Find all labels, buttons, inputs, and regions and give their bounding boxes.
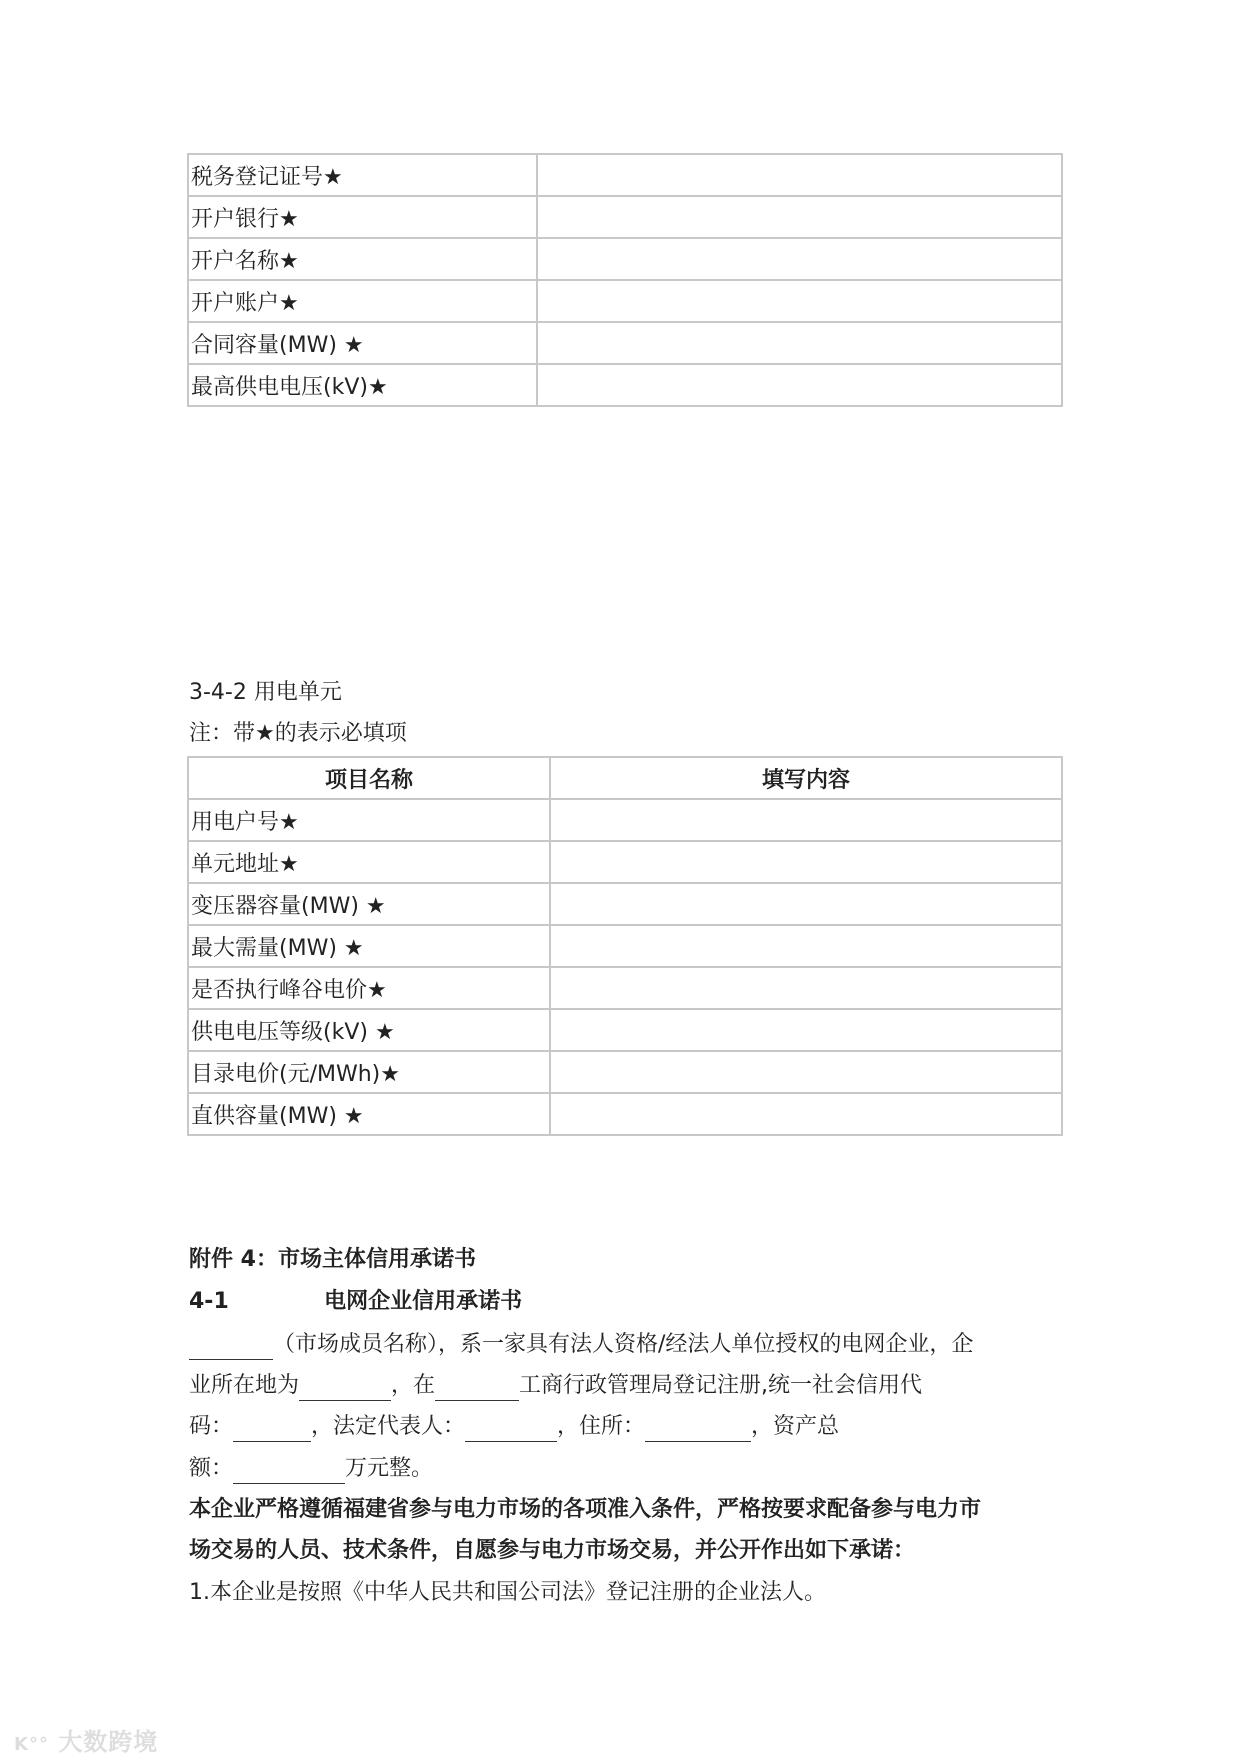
blank-location[interactable] [299,1376,391,1401]
field-label: 变压器容量(MW) ★ [188,883,550,925]
text: （市场成员名称），系一家具有法人资格/经法人单位授权的电网企业，企 [273,1332,974,1357]
table-row [188,280,1062,322]
power-unit-table [187,756,1063,1136]
paragraph-line [189,1454,433,1484]
field-label: 用电户号★ [188,799,550,841]
watermark-text: 大数跨境 [58,1728,159,1756]
field-value[interactable] [537,322,1062,364]
field-value[interactable] [550,1093,1062,1135]
section-title: 3-4-2 用电单元 [189,680,342,705]
commitment-item: 1.本企业是按照《中华人民共和国公司法》登记注册的企业法人。 [189,1580,826,1605]
field-value[interactable] [537,238,1062,280]
table-row [188,841,1062,883]
subsection-heading [189,1287,522,1317]
watermark-logo: K°° 大数跨境 [14,1728,159,1756]
table-row [188,967,1062,1009]
field-value[interactable] [550,1051,1062,1093]
table-row [188,799,1062,841]
field-label: 目录电价(元/MWh)★ [188,1051,550,1093]
field-label: 合同容量(MW) ★ [188,322,537,364]
column-header-content: 填写内容 [550,757,1062,799]
paragraph-line [189,1371,922,1401]
blank-total-assets[interactable] [233,1459,345,1484]
field-label: 供电电压等级(kV) ★ [188,1009,550,1051]
field-value[interactable] [537,280,1062,322]
text: 码： [189,1414,234,1439]
field-label: 开户名称★ [188,238,537,280]
text: ，在 [391,1373,436,1398]
commitment-statement: 本企业严格遵循福建省参与电力市场的各项准入条件，严格按要求配备参与电力市 [189,1497,982,1522]
info-table [187,153,1063,407]
field-value[interactable] [550,883,1062,925]
text: ，资产总 [751,1414,840,1439]
section-note: 注：带★的表示必填项 [189,721,407,746]
table-row [188,154,1062,196]
field-value[interactable] [550,1009,1062,1051]
text: ，住所： [557,1414,646,1439]
commitment-statement: 场交易的人员、技术条件，自愿参与电力市场交易，并公开作出如下承诺： [189,1538,916,1563]
table-row [188,322,1062,364]
paragraph-line [189,1412,839,1442]
table-row [188,1051,1062,1093]
field-value[interactable] [537,364,1062,406]
text: 万元整。 [345,1456,434,1481]
text: 业所在地为 [189,1373,300,1398]
column-header-item: 项目名称 [188,757,550,799]
field-label: 是否执行峰谷电价★ [188,967,550,1009]
field-value[interactable] [550,799,1062,841]
paragraph-line [189,1330,973,1360]
text: 工商行政管理局登记注册,统一社会信用代 [519,1373,923,1398]
blank-registry[interactable] [435,1376,519,1401]
blank-credit-code[interactable] [233,1417,311,1442]
field-label: 最高供电电压(kV)★ [188,364,537,406]
field-value[interactable] [550,925,1062,967]
table-row [188,925,1062,967]
text: ，法定代表人： [311,1414,466,1439]
field-label: 最大需量(MW) ★ [188,925,550,967]
text: 额： [189,1456,234,1481]
field-value[interactable] [550,841,1062,883]
blank-member-name[interactable] [189,1335,273,1360]
table-row [188,1093,1062,1135]
table-row [188,364,1062,406]
attachment-title: 附件 4：市场主体信用承诺书 [189,1247,476,1272]
subsection-title: 电网企业信用承诺书 [324,1289,523,1314]
field-label: 单元地址★ [188,841,550,883]
table-header-row [188,757,1062,799]
field-label: 开户银行★ [188,196,537,238]
field-value[interactable] [537,154,1062,196]
blank-legal-rep[interactable] [465,1417,557,1442]
field-label: 直供容量(MW) ★ [188,1093,550,1135]
field-value[interactable] [550,967,1062,1009]
field-value[interactable] [537,196,1062,238]
table-row [188,196,1062,238]
table-row [188,238,1062,280]
subsection-number: 4-1 [189,1289,229,1314]
table-row [188,883,1062,925]
field-label: 开户账户★ [188,280,537,322]
blank-address[interactable] [645,1417,751,1442]
table-row [188,1009,1062,1051]
field-label: 税务登记证号★ [188,154,537,196]
